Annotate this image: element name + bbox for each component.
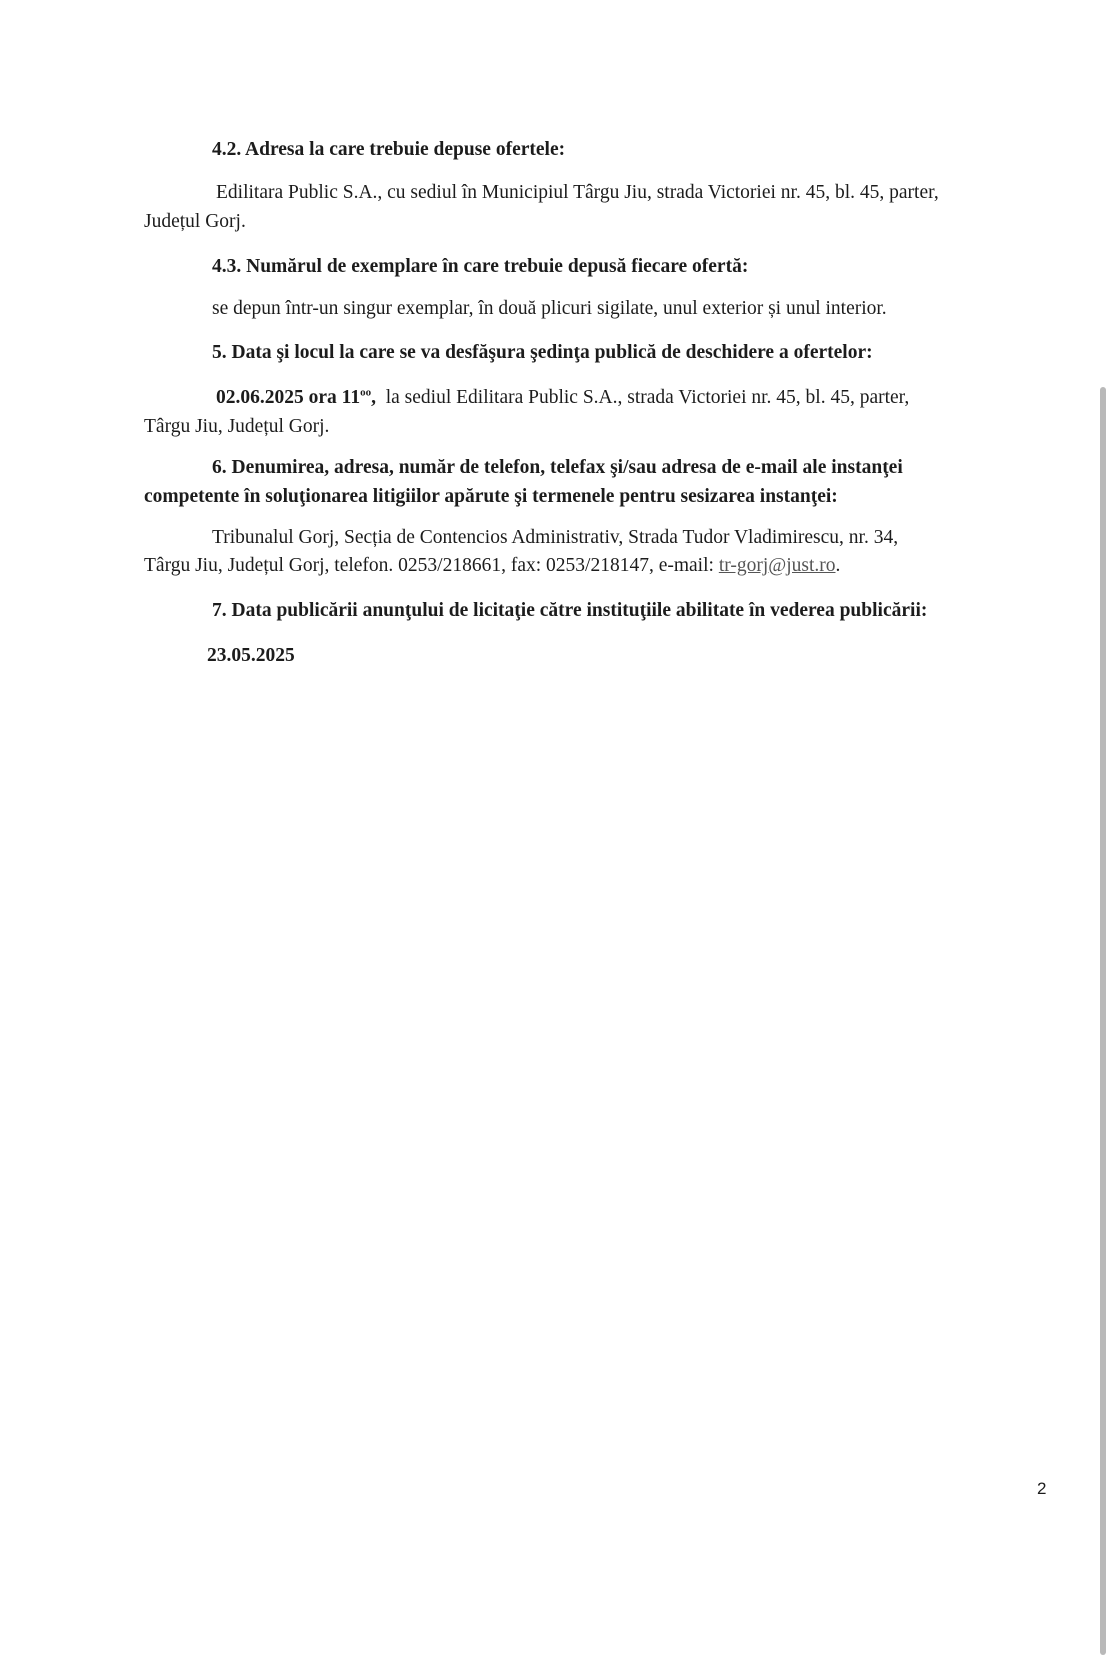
opening-date-comma: , — [371, 387, 376, 408]
section-5-heading: 5. Data şi locul la care se va desfăşura şedinţa publică de deschidere a ofertelor: — [212, 342, 873, 363]
page-number: 2 — [1037, 1479, 1047, 1498]
section-4-3-heading: 4.3. Numărul de exemplare în care trebuie depusă fiecare ofertă: — [212, 256, 749, 277]
section-7-heading: 7. Data publicării anunţului de licitaţie către instituţiile abilitate în vederea publicării: — [212, 600, 928, 621]
publication-date: 23.05.2025 — [207, 645, 295, 666]
section-4-2-heading: 4.2. Adresa la care trebuie depuse ofertele: — [212, 139, 566, 160]
opening-date-time: 02.06.2025 ora 11 — [216, 387, 361, 408]
court-email-link[interactable]: tr-gorj@just.ro — [718, 555, 836, 576]
section-6-heading-line1: 6. Denumirea, adresa, număr de telefon, telefax şi/sau adresa de e-mail ale instanţei — [212, 457, 903, 478]
vertical-scrollbar[interactable] — [1100, 387, 1106, 1655]
court-contact-text: Târgu Jiu, Județul Gorj, telefon. 0253/218661, fax: 0253/218147, e-mail: — [144, 555, 719, 576]
section-6-line1: Tribunalul Gorj, Secția de Contencios Administrativ, Strada Tudor Vladimirescu, nr. 34, — [212, 527, 899, 548]
section-4-2-line2: Județul Gorj. — [144, 211, 246, 232]
section-5-line2: Târgu Jiu, Județul Gorj. — [144, 416, 330, 437]
section-6-line2 — [144, 553, 840, 579]
opening-time-superscript: oo — [360, 386, 372, 399]
section-4-3-line1: se depun într-un singur exemplar, în două plicuri sigilate, unul exterior și unul interior. — [212, 298, 887, 319]
section-5-line1 — [216, 385, 909, 411]
court-contact-period: . — [835, 555, 841, 576]
section-4-2-line1: Edilitara Public S.A., cu sediul în Municipiul Târgu Jiu, strada Victoriei nr. 45, bl. 45, parter, — [216, 182, 939, 203]
section-6-heading-line2: competente în soluţionarea litigiilor apărute şi termenele pentru sesizarea instanţei: — [144, 486, 838, 507]
opening-location: la sediul Edilitara Public S.A., strada Victoriei nr. 45, bl. 45, parter, — [385, 387, 910, 408]
